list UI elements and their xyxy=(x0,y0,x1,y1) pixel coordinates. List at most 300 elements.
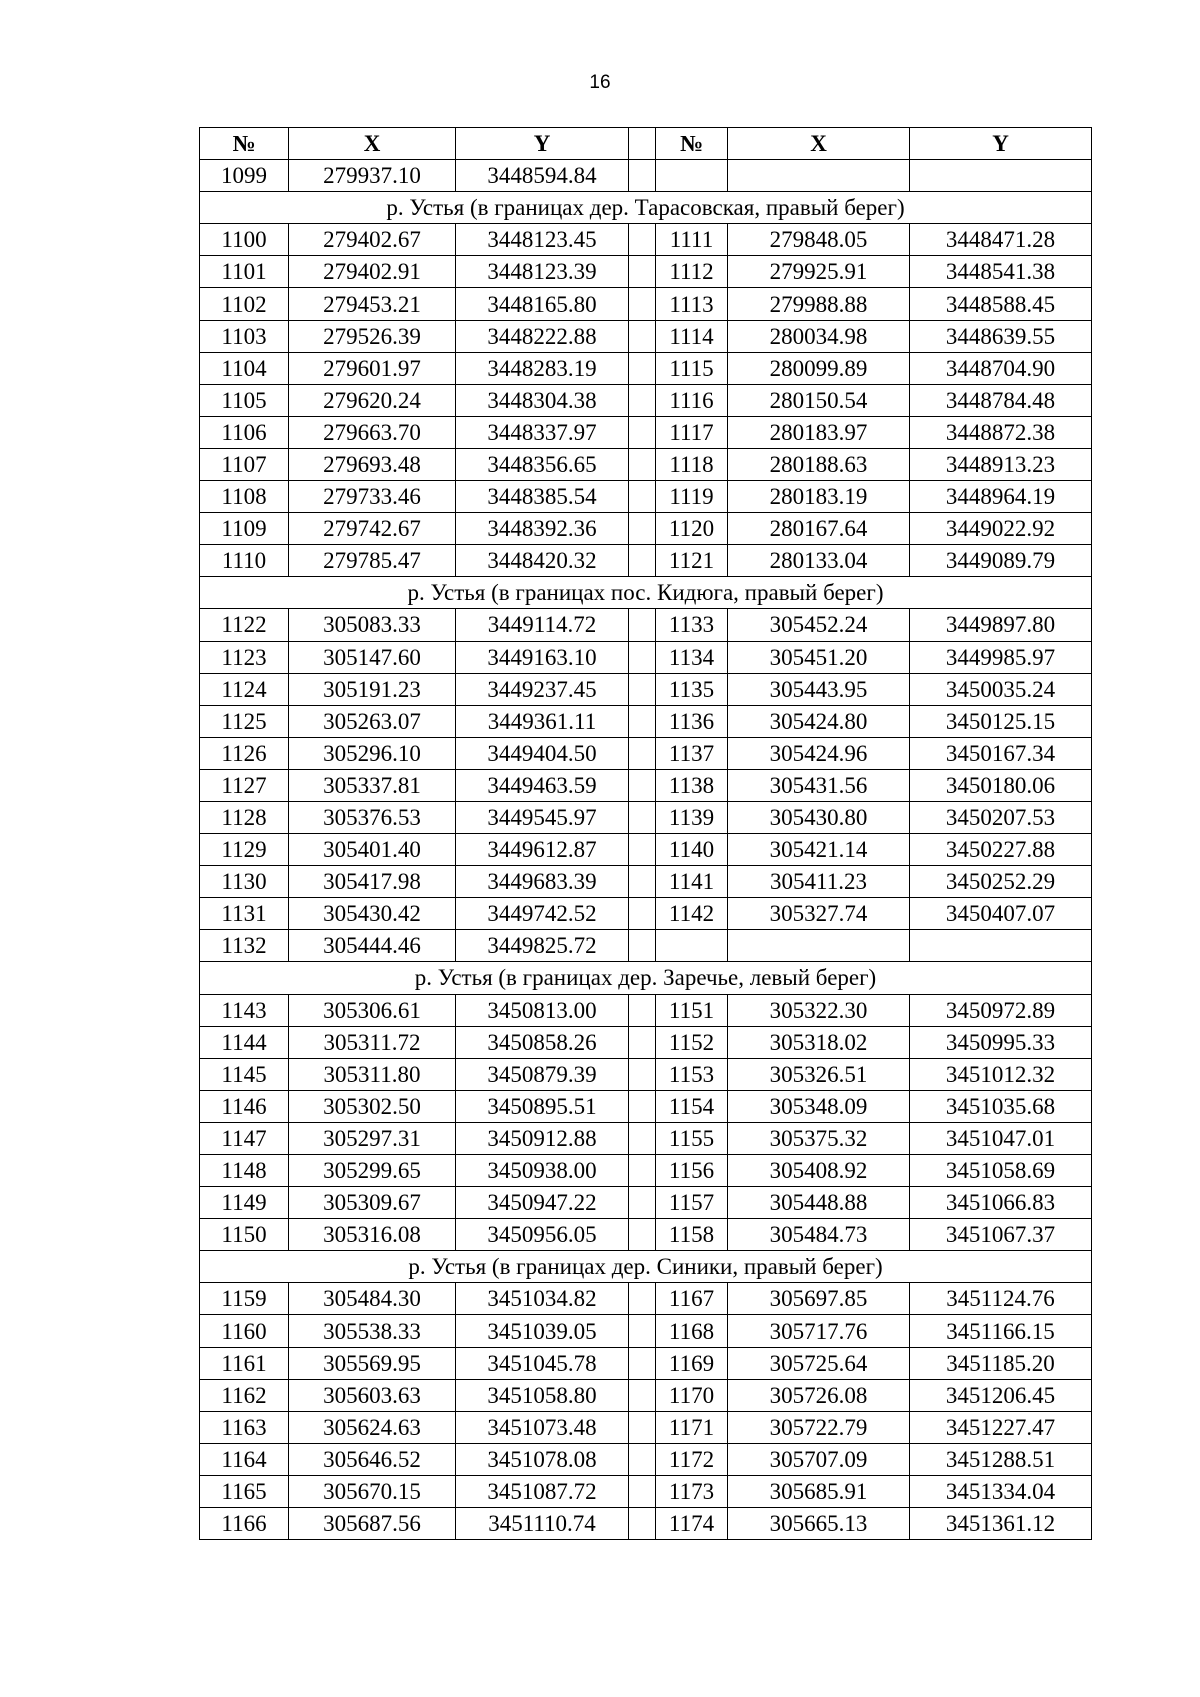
cell-y-right: 3451035.68 xyxy=(910,1090,1092,1122)
table-row xyxy=(200,160,1092,192)
cell-gap xyxy=(629,545,656,577)
cell-y-left: 3450858.26 xyxy=(456,1026,629,1058)
cell-x-left: 305484.30 xyxy=(289,1283,456,1315)
cell-y-left: 3448594.84 xyxy=(456,160,629,192)
cell-x-right: 279848.05 xyxy=(728,224,910,256)
cell-y-right: 3448872.38 xyxy=(910,416,1092,448)
cell-gap xyxy=(629,1315,656,1347)
cell-y-left: 3451073.48 xyxy=(456,1411,629,1443)
cell-point-number-left: 1132 xyxy=(200,930,289,962)
table-row xyxy=(200,224,1092,256)
cell-y-left: 3449683.39 xyxy=(456,866,629,898)
cell-x-right: 280167.64 xyxy=(728,513,910,545)
table-row xyxy=(200,994,1092,1026)
cell-point-number-left: 1123 xyxy=(200,641,289,673)
cell-point-number-right: 1138 xyxy=(656,769,728,801)
cell-gap xyxy=(629,1475,656,1507)
cell-y-right: 3449897.80 xyxy=(910,609,1092,641)
cell-x-left: 279601.97 xyxy=(289,352,456,384)
cell-y-left: 3448304.38 xyxy=(456,384,629,416)
cell-point-number-right: 1119 xyxy=(656,481,728,513)
cell-y-left: 3449825.72 xyxy=(456,930,629,962)
cell-point-number-left: 1147 xyxy=(200,1122,289,1154)
cell-y-right: 3450207.53 xyxy=(910,801,1092,833)
cell-y-left: 3450813.00 xyxy=(456,994,629,1026)
cell-y-right: 3451288.51 xyxy=(910,1443,1092,1475)
table-row xyxy=(200,545,1092,577)
cell-point-number-right: 1157 xyxy=(656,1187,728,1219)
header-x-left: X xyxy=(289,128,456,160)
cell-y-left: 3448283.19 xyxy=(456,352,629,384)
section-row xyxy=(200,577,1092,609)
cell-point-number-right: 1153 xyxy=(656,1058,728,1090)
cell-gap xyxy=(629,352,656,384)
cell-point-number-right: 1133 xyxy=(656,609,728,641)
cell-x-right: 305717.76 xyxy=(728,1315,910,1347)
cell-y-right: 3448964.19 xyxy=(910,481,1092,513)
cell-point-number-right: 1137 xyxy=(656,737,728,769)
cell-x-left: 305302.50 xyxy=(289,1090,456,1122)
cell-gap xyxy=(629,1283,656,1315)
cell-point-number-left: 1124 xyxy=(200,673,289,705)
cell-gap xyxy=(629,994,656,1026)
cell-y-left: 3450938.00 xyxy=(456,1155,629,1187)
coordinates-table xyxy=(199,127,1092,1540)
cell-gap xyxy=(629,513,656,545)
cell-y-right: 3451227.47 xyxy=(910,1411,1092,1443)
cell-point-number-left: 1159 xyxy=(200,1283,289,1315)
page-number: 16 xyxy=(589,72,611,93)
cell-x-left: 305417.98 xyxy=(289,866,456,898)
table-row xyxy=(200,737,1092,769)
cell-y-left: 3451110.74 xyxy=(456,1508,629,1540)
cell-point-number-left: 1145 xyxy=(200,1058,289,1090)
cell-x-right: 305408.92 xyxy=(728,1155,910,1187)
table-row xyxy=(200,1026,1092,1058)
cell-x-right xyxy=(728,160,910,192)
cell-y-left: 3448420.32 xyxy=(456,545,629,577)
cell-y-left: 3448392.36 xyxy=(456,513,629,545)
cell-gap xyxy=(629,1411,656,1443)
cell-x-right: 280133.04 xyxy=(728,545,910,577)
cell-point-number-left: 1122 xyxy=(200,609,289,641)
table-row xyxy=(200,673,1092,705)
cell-x-left: 279453.21 xyxy=(289,288,456,320)
cell-y-right: 3450167.34 xyxy=(910,737,1092,769)
table-row xyxy=(200,513,1092,545)
cell-y-right: 3451185.20 xyxy=(910,1347,1092,1379)
cell-point-number-left: 1108 xyxy=(200,481,289,513)
cell-y-left: 3451039.05 xyxy=(456,1315,629,1347)
cell-gap xyxy=(629,898,656,930)
cell-x-left: 279937.10 xyxy=(289,160,456,192)
cell-point-number-right: 1121 xyxy=(656,545,728,577)
cell-gap xyxy=(629,1155,656,1187)
cell-gap xyxy=(629,1187,656,1219)
cell-point-number-right: 1112 xyxy=(656,256,728,288)
table-header-row xyxy=(200,128,1092,160)
table-row xyxy=(200,705,1092,737)
cell-y-left: 3449742.52 xyxy=(456,898,629,930)
table-row xyxy=(200,1090,1092,1122)
cell-gap xyxy=(629,481,656,513)
cell-x-left: 279620.24 xyxy=(289,384,456,416)
cell-point-number-right: 1135 xyxy=(656,673,728,705)
cell-point-number-left: 1127 xyxy=(200,769,289,801)
cell-point-number-left: 1109 xyxy=(200,513,289,545)
cell-x-left: 305147.60 xyxy=(289,641,456,673)
table-row xyxy=(200,416,1092,448)
cell-x-right: 279988.88 xyxy=(728,288,910,320)
cell-point-number-right: 1136 xyxy=(656,705,728,737)
cell-y-right: 3451334.04 xyxy=(910,1475,1092,1507)
cell-y-right: 3448588.45 xyxy=(910,288,1092,320)
cell-point-number-right: 1174 xyxy=(656,1508,728,1540)
table-row xyxy=(200,1122,1092,1154)
cell-point-number-right: 1134 xyxy=(656,641,728,673)
cell-y-left: 3451058.80 xyxy=(456,1379,629,1411)
cell-gap xyxy=(629,801,656,833)
cell-point-number-left: 1100 xyxy=(200,224,289,256)
cell-point-number-left: 1128 xyxy=(200,801,289,833)
cell-x-left: 305083.33 xyxy=(289,609,456,641)
cell-gap xyxy=(629,1090,656,1122)
header-y-right: Y xyxy=(910,128,1092,160)
header-number-right: № xyxy=(656,128,728,160)
cell-point-number-left: 1166 xyxy=(200,1508,289,1540)
table-row xyxy=(200,1443,1092,1475)
cell-point-number-right: 1139 xyxy=(656,801,728,833)
cell-point-number-right xyxy=(656,930,728,962)
header-x-right: X xyxy=(728,128,910,160)
cell-y-right: 3450995.33 xyxy=(910,1026,1092,1058)
cell-x-left: 305569.95 xyxy=(289,1347,456,1379)
cell-y-left: 3451045.78 xyxy=(456,1347,629,1379)
section-row xyxy=(200,1251,1092,1283)
cell-y-right: 3451066.83 xyxy=(910,1187,1092,1219)
cell-y-right: 3450972.89 xyxy=(910,994,1092,1026)
cell-y-left: 3449404.50 xyxy=(456,737,629,769)
cell-x-left: 279663.70 xyxy=(289,416,456,448)
header-y-left: Y xyxy=(456,128,629,160)
table-row xyxy=(200,1283,1092,1315)
cell-y-right: 3450180.06 xyxy=(910,769,1092,801)
cell-point-number-right: 1155 xyxy=(656,1122,728,1154)
cell-y-left: 3451034.82 xyxy=(456,1283,629,1315)
cell-x-right xyxy=(728,930,910,962)
cell-x-right: 305318.02 xyxy=(728,1026,910,1058)
table-row xyxy=(200,930,1092,962)
cell-x-left: 305311.72 xyxy=(289,1026,456,1058)
cell-y-left: 3450956.05 xyxy=(456,1219,629,1251)
cell-x-right: 280183.97 xyxy=(728,416,910,448)
cell-point-number-left: 1150 xyxy=(200,1219,289,1251)
cell-x-left: 279733.46 xyxy=(289,481,456,513)
cell-x-right: 280099.89 xyxy=(728,352,910,384)
cell-x-left: 305306.61 xyxy=(289,994,456,1026)
cell-y-left: 3450895.51 xyxy=(456,1090,629,1122)
cell-x-right: 305448.88 xyxy=(728,1187,910,1219)
cell-x-left: 305624.63 xyxy=(289,1411,456,1443)
cell-x-right: 280188.63 xyxy=(728,448,910,480)
header-gap xyxy=(629,128,656,160)
cell-y-left: 3449237.45 xyxy=(456,673,629,705)
cell-point-number-left: 1104 xyxy=(200,352,289,384)
table-row xyxy=(200,609,1092,641)
cell-x-right: 305451.20 xyxy=(728,641,910,673)
cell-x-left: 279402.67 xyxy=(289,224,456,256)
cell-x-left: 305297.31 xyxy=(289,1122,456,1154)
section-row xyxy=(200,962,1092,994)
cell-gap xyxy=(629,1347,656,1379)
cell-x-left: 305444.46 xyxy=(289,930,456,962)
cell-point-number-right: 1115 xyxy=(656,352,728,384)
cell-gap xyxy=(629,416,656,448)
cell-point-number-left: 1107 xyxy=(200,448,289,480)
cell-y-right: 3451361.12 xyxy=(910,1508,1092,1540)
cell-y-right: 3451047.01 xyxy=(910,1122,1092,1154)
table-row xyxy=(200,288,1092,320)
cell-y-right: 3448639.55 xyxy=(910,320,1092,352)
cell-x-right: 305726.08 xyxy=(728,1379,910,1411)
table-row xyxy=(200,1058,1092,1090)
cell-x-left: 305376.53 xyxy=(289,801,456,833)
cell-y-right: 3451124.76 xyxy=(910,1283,1092,1315)
cell-y-left: 3449545.97 xyxy=(456,801,629,833)
cell-x-right: 305327.74 xyxy=(728,898,910,930)
cell-gap xyxy=(629,930,656,962)
cell-point-number-right: 1142 xyxy=(656,898,728,930)
cell-x-left: 305430.42 xyxy=(289,898,456,930)
cell-gap xyxy=(629,609,656,641)
cell-gap xyxy=(629,1379,656,1411)
cell-point-number-right: 1152 xyxy=(656,1026,728,1058)
cell-x-right: 280034.98 xyxy=(728,320,910,352)
cell-gap xyxy=(629,1026,656,1058)
cell-point-number-right: 1113 xyxy=(656,288,728,320)
section-title: р. Устья (в границах пос. Кидюга, правый берег) xyxy=(200,577,1092,609)
cell-gap xyxy=(629,866,656,898)
cell-point-number-right: 1172 xyxy=(656,1443,728,1475)
table-row xyxy=(200,481,1092,513)
cell-point-number-left: 1148 xyxy=(200,1155,289,1187)
cell-x-right: 305725.64 xyxy=(728,1347,910,1379)
table-row xyxy=(200,1347,1092,1379)
cell-x-right: 280150.54 xyxy=(728,384,910,416)
cell-point-number-right: 1116 xyxy=(656,384,728,416)
cell-x-right: 305421.14 xyxy=(728,834,910,866)
cell-point-number-left: 1101 xyxy=(200,256,289,288)
section-title: р. Устья (в границах дер. Тарасовская, правый берег) xyxy=(200,192,1092,224)
cell-y-left: 3449361.11 xyxy=(456,705,629,737)
cell-x-left: 305401.40 xyxy=(289,834,456,866)
section-row xyxy=(200,192,1092,224)
cell-point-number-right: 1158 xyxy=(656,1219,728,1251)
cell-x-left: 305687.56 xyxy=(289,1508,456,1540)
table-row xyxy=(200,801,1092,833)
cell-x-right: 280183.19 xyxy=(728,481,910,513)
cell-y-left: 3449114.72 xyxy=(456,609,629,641)
cell-x-right: 305697.85 xyxy=(728,1283,910,1315)
cell-gap xyxy=(629,737,656,769)
cell-x-left: 305263.07 xyxy=(289,705,456,737)
table-row xyxy=(200,898,1092,930)
cell-point-number-left: 1144 xyxy=(200,1026,289,1058)
cell-gap xyxy=(629,256,656,288)
cell-point-number-right: 1117 xyxy=(656,416,728,448)
cell-point-number-right: 1156 xyxy=(656,1155,728,1187)
cell-x-left: 305191.23 xyxy=(289,673,456,705)
cell-point-number-left: 1143 xyxy=(200,994,289,1026)
table-row xyxy=(200,352,1092,384)
table-row xyxy=(200,1379,1092,1411)
cell-x-left: 305646.52 xyxy=(289,1443,456,1475)
cell-gap xyxy=(629,1508,656,1540)
cell-x-right: 305326.51 xyxy=(728,1058,910,1090)
cell-x-right: 305348.09 xyxy=(728,1090,910,1122)
cell-x-right: 279925.91 xyxy=(728,256,910,288)
cell-point-number-left: 1131 xyxy=(200,898,289,930)
cell-x-right: 305430.80 xyxy=(728,801,910,833)
cell-x-left: 279402.91 xyxy=(289,256,456,288)
table-row xyxy=(200,448,1092,480)
header-number-left: № xyxy=(200,128,289,160)
cell-point-number-right: 1168 xyxy=(656,1315,728,1347)
cell-point-number-left: 1160 xyxy=(200,1315,289,1347)
cell-gap xyxy=(629,224,656,256)
cell-y-right: 3450125.15 xyxy=(910,705,1092,737)
cell-point-number-left: 1102 xyxy=(200,288,289,320)
cell-point-number-left: 1099 xyxy=(200,160,289,192)
cell-y-right: 3451206.45 xyxy=(910,1379,1092,1411)
cell-point-number-left: 1162 xyxy=(200,1379,289,1411)
cell-x-left: 305538.33 xyxy=(289,1315,456,1347)
cell-gap xyxy=(629,320,656,352)
cell-x-left: 279785.47 xyxy=(289,545,456,577)
cell-gap xyxy=(629,769,656,801)
cell-y-right xyxy=(910,930,1092,962)
cell-y-right: 3449985.97 xyxy=(910,641,1092,673)
cell-x-right: 305322.30 xyxy=(728,994,910,1026)
cell-y-right: 3450252.29 xyxy=(910,866,1092,898)
table-row xyxy=(200,320,1092,352)
cell-x-right: 305375.32 xyxy=(728,1122,910,1154)
cell-point-number-left: 1105 xyxy=(200,384,289,416)
cell-x-right: 305484.73 xyxy=(728,1219,910,1251)
cell-y-right: 3451166.15 xyxy=(910,1315,1092,1347)
cell-point-number-right: 1114 xyxy=(656,320,728,352)
cell-point-number-left: 1164 xyxy=(200,1443,289,1475)
cell-point-number-left: 1149 xyxy=(200,1187,289,1219)
cell-gap xyxy=(629,834,656,866)
cell-y-left: 3448222.88 xyxy=(456,320,629,352)
cell-point-number-left: 1165 xyxy=(200,1475,289,1507)
cell-y-right: 3450407.07 xyxy=(910,898,1092,930)
cell-gap xyxy=(629,1058,656,1090)
cell-x-left: 305311.80 xyxy=(289,1058,456,1090)
cell-point-number-right: 1140 xyxy=(656,834,728,866)
cell-y-left: 3448385.54 xyxy=(456,481,629,513)
cell-point-number-left: 1161 xyxy=(200,1347,289,1379)
cell-gap xyxy=(629,673,656,705)
cell-x-left: 305309.67 xyxy=(289,1187,456,1219)
cell-y-right: 3448784.48 xyxy=(910,384,1092,416)
cell-x-left: 305603.63 xyxy=(289,1379,456,1411)
cell-point-number-right: 1118 xyxy=(656,448,728,480)
cell-gap xyxy=(629,1443,656,1475)
cell-x-right: 305424.80 xyxy=(728,705,910,737)
cell-gap xyxy=(629,288,656,320)
table-row xyxy=(200,641,1092,673)
cell-y-right: 3450227.88 xyxy=(910,834,1092,866)
cell-x-left: 305670.15 xyxy=(289,1475,456,1507)
table-row xyxy=(200,1155,1092,1187)
cell-y-left: 3448356.65 xyxy=(456,448,629,480)
cell-point-number-left: 1125 xyxy=(200,705,289,737)
cell-gap xyxy=(629,1219,656,1251)
cell-gap xyxy=(629,384,656,416)
section-title: р. Устья (в границах дер. Синики, правый берег) xyxy=(200,1251,1092,1283)
table-row xyxy=(200,834,1092,866)
cell-y-left: 3449463.59 xyxy=(456,769,629,801)
cell-point-number-right: 1111 xyxy=(656,224,728,256)
cell-x-left: 305299.65 xyxy=(289,1155,456,1187)
cell-x-left: 305337.81 xyxy=(289,769,456,801)
cell-point-number-left: 1126 xyxy=(200,737,289,769)
cell-x-left: 305316.08 xyxy=(289,1219,456,1251)
cell-y-right: 3451012.32 xyxy=(910,1058,1092,1090)
table-row xyxy=(200,384,1092,416)
table-row xyxy=(200,1411,1092,1443)
table-row xyxy=(200,866,1092,898)
table-row xyxy=(200,1187,1092,1219)
cell-y-left: 3448123.39 xyxy=(456,256,629,288)
cell-point-number-right: 1154 xyxy=(656,1090,728,1122)
cell-y-right: 3449022.92 xyxy=(910,513,1092,545)
cell-point-number-left: 1103 xyxy=(200,320,289,352)
cell-x-right: 305424.96 xyxy=(728,737,910,769)
cell-x-right: 305443.95 xyxy=(728,673,910,705)
cell-point-number-right: 1170 xyxy=(656,1379,728,1411)
cell-y-right: 3448704.90 xyxy=(910,352,1092,384)
table-row xyxy=(200,1508,1092,1540)
cell-x-left: 279693.48 xyxy=(289,448,456,480)
table-row xyxy=(200,769,1092,801)
cell-y-right: 3450035.24 xyxy=(910,673,1092,705)
cell-y-left: 3450912.88 xyxy=(456,1122,629,1154)
cell-point-number-left: 1163 xyxy=(200,1411,289,1443)
cell-point-number-right: 1167 xyxy=(656,1283,728,1315)
cell-y-right: 3451067.37 xyxy=(910,1219,1092,1251)
cell-y-right: 3449089.79 xyxy=(910,545,1092,577)
cell-point-number-right: 1169 xyxy=(656,1347,728,1379)
cell-y-left: 3451078.08 xyxy=(456,1443,629,1475)
cell-y-left: 3451087.72 xyxy=(456,1475,629,1507)
cell-point-number-right xyxy=(656,160,728,192)
cell-x-right: 305452.24 xyxy=(728,609,910,641)
table-body xyxy=(200,160,1092,1540)
cell-point-number-right: 1171 xyxy=(656,1411,728,1443)
cell-point-number-left: 1110 xyxy=(200,545,289,577)
cell-y-right xyxy=(910,160,1092,192)
table-row xyxy=(200,256,1092,288)
cell-gap xyxy=(629,641,656,673)
cell-x-right: 305722.79 xyxy=(728,1411,910,1443)
cell-y-left: 3450947.22 xyxy=(456,1187,629,1219)
cell-point-number-right: 1173 xyxy=(656,1475,728,1507)
cell-x-right: 305431.56 xyxy=(728,769,910,801)
cell-y-right: 3448541.38 xyxy=(910,256,1092,288)
